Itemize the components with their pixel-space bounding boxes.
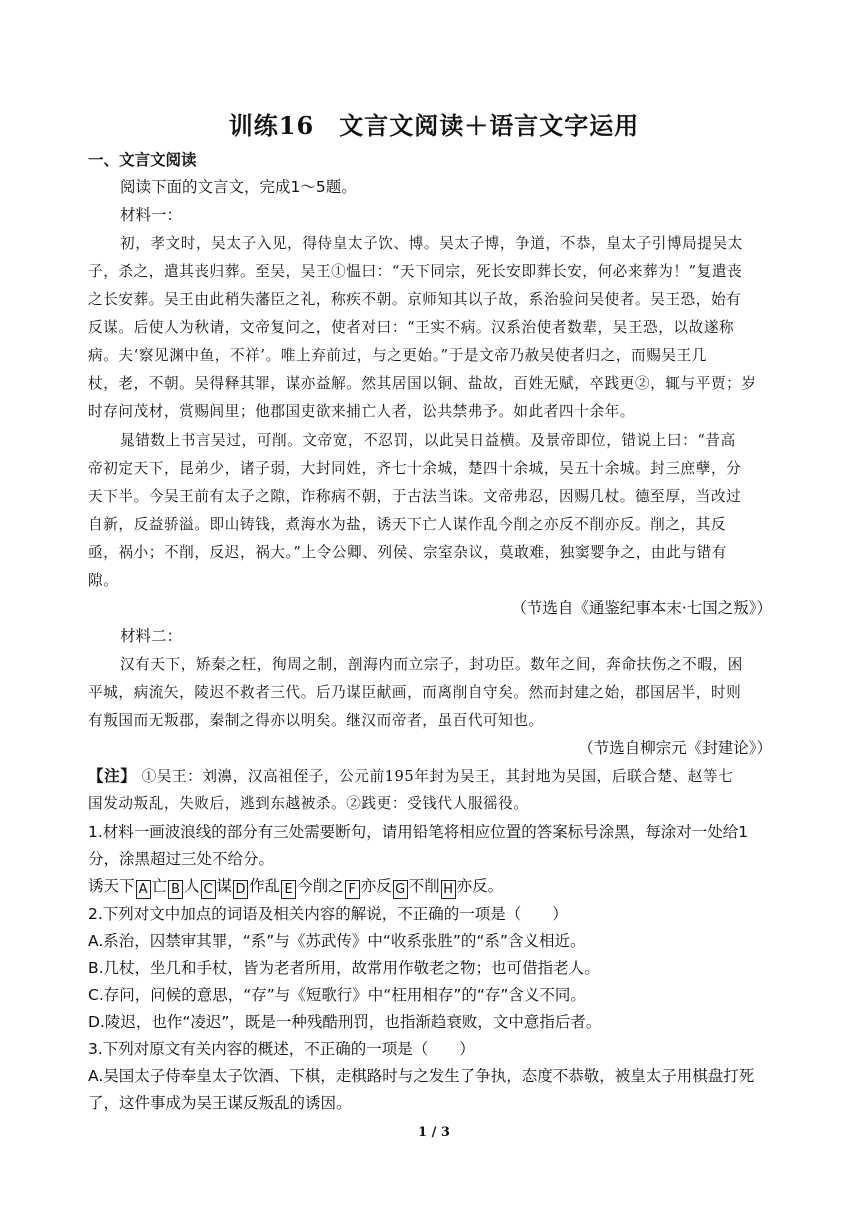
answer-box-c[interactable]: C [201, 880, 216, 899]
segment-text: 诱天下 [88, 877, 135, 895]
m1-line: 初，孝文时，吴太子入见，得侍皇太子饮、博。吴太子博，争道，不恭，皇太子引博局提吴太 [120, 235, 743, 252]
m2-line: 有叛国而无叛郡，秦制之得亦以明矣。继汉而帝者，虽百代可知也。 [88, 712, 544, 729]
question-2-option-c: C.存问，问候的意思，“存”与《短歌行》中“枉用相存”的“存”含义不同。 [88, 986, 586, 1004]
m1-line: 隙。 [88, 572, 119, 589]
question-2-option-a: A.系治，囚禁审其罪，“系”与《苏武传》中“收系张胜”的“系”含义相近。 [88, 932, 586, 950]
m1-line: 杖，老，不朝。吴得释其罪，谋亦益解。然其居国以铜、盐故，百姓无赋，卒践更②，辄与平贾；岁 [88, 375, 757, 392]
section-heading: 一、文言文阅读 [88, 151, 197, 169]
question-2-option-d: D.陵迟，也作“凌迟”，既是一种残酷刑罚，也指渐趋衰败，文中意指后者。 [88, 1013, 602, 1031]
m1-line: 时存问茂材，赏赐闾里；他郡国吏欲来捕亡人者，讼共禁弗予。如此者四十余年。 [88, 403, 635, 420]
segment-text: 今削之 [297, 877, 344, 895]
material-one-source: （节选自《通鉴纪事本末·七国之叛》） [511, 599, 772, 617]
answer-box-row [88, 876, 780, 899]
m1-line: 天下半。今吴王前有太子之隙，诈称病不朝，于古法当诛。文帝弗忍，因赐几杖。德至厚，当改过 [88, 488, 742, 505]
segment-text: 亦反。 [456, 877, 504, 895]
answer-box-a[interactable]: A [136, 880, 151, 899]
segment-text: 不削 [408, 877, 440, 895]
question-3: 3.下列对原文有关内容的概述，不正确的一项是（ ） [88, 1040, 475, 1058]
material-two-source: （节选自柳宗元《封建论》） [578, 739, 772, 757]
note-line: ①吴王：刘濞，汉高祖侄子，公元前195年封为吴王，其封地为吴国，后联合楚、赵等七 [141, 768, 734, 785]
question-3-option-a: A.吴国太子侍奉皇太子饮酒、下棋，走棋路时与之发生了争执，态度不恭敬，被皇太子用棋盘打死 [88, 1067, 755, 1085]
question-2-option-b: B.几杖，坐几和手杖，皆为老者所用，故常用作敬老之物；也可借指老人。 [88, 959, 600, 977]
m1-line: 反谋。后使人为秋请，文帝复问之，使者对曰：“王实不病。汉系治使者数辈，吴王恐，以故遂称 [88, 319, 735, 336]
m1-line: 自新，反益骄溢。即山铸钱，煮海水为盐，诱天下亡人谋作乱今削之亦反不削亦反。削之，其反 [88, 516, 727, 533]
m1-line: 之长安葬。吴王由此稍失藩臣之礼，称疾不朝。京师知其以子故，系治验问吴使者。吴王恐，始有 [88, 291, 742, 308]
note-block [88, 766, 780, 787]
m2-line: 汉有天下，矫秦之枉，徇周之制，剖海内而立宗子，封功臣。数年之间，奔命扶伤之不暇，困 [120, 656, 743, 673]
m1-line: 病。夫‘察见渊中鱼，不祥’。唯上弃前过，与之更始。”于是文帝乃赦吴使者归之，而赐吴王几 [88, 347, 707, 364]
answer-box-b[interactable]: B [168, 880, 183, 899]
question-2: 2.下列对文中加点的词语及相关内容的解说，不正确的一项是（ ） [88, 905, 568, 923]
material-one-label: 材料一： [120, 206, 183, 224]
m1-line: 亟，祸小；不削，反迟，祸大。”上令公卿、列侯、宗室杂议，莫敢难，独窦婴争之，由此与错有 [88, 544, 727, 561]
m1-line: 帝初定天下，昆弟少，诸子弱，大封同姓，齐七十余城，楚四十余城，吴五十余城。封三庶孽，分 [88, 460, 742, 477]
answer-box-d[interactable]: D [233, 880, 248, 899]
answer-box-g[interactable]: G [393, 880, 408, 899]
segment-text: 谋 [216, 877, 233, 895]
material-two-label: 材料二： [120, 627, 183, 645]
m2-line: 平城，病流矢，陵迟不救者三代。后乃谋臣献画，而离削自守矣。然而封建之始，郡国居半，时则 [88, 684, 742, 701]
m1-line: 子，杀之，遣其丧归葬。至吴，吴王①愠曰：“天下同宗，死长安即葬长安，何必来葬为！”复遣丧 [88, 263, 743, 280]
note-label: 【注】 [88, 767, 137, 785]
segment-text: 作乱 [249, 877, 281, 895]
answer-box-f[interactable]: F [345, 880, 360, 899]
question-1-line: 分，涂黑超过三处不给分。 [88, 850, 275, 868]
segment-text: 亦反 [360, 877, 392, 895]
page-title: 训练16 文言文阅读＋语言文字运用 [228, 111, 640, 140]
segment-text: 亡 [151, 877, 168, 895]
page-number: 1 / 3 [418, 1125, 450, 1140]
question-3-option-a-cont: 了，这件事成为吴王谋反叛乱的诱因。 [88, 1094, 352, 1112]
m1-line: 晁错数上书言吴过，可削。文帝宽，不忍罚，以此吴日益横。及景帝即位，错说上曰：“昔高 [120, 432, 736, 449]
instruction: 阅读下面的文言文，完成1～5题。 [120, 178, 357, 196]
question-1-line: 1.材料一画波浪线的部分有三处需要断句，请用铅笔将相应位置的答案标号涂黑，每涂对一处给1 [88, 823, 749, 841]
note-line: 国发动叛乱，失败后，逃到东越被杀。②践更：受钱代人服徭役。 [88, 795, 529, 812]
segment-text: 人 [184, 877, 200, 895]
answer-box-e[interactable]: E [281, 880, 296, 899]
answer-box-h[interactable]: H [441, 880, 456, 899]
